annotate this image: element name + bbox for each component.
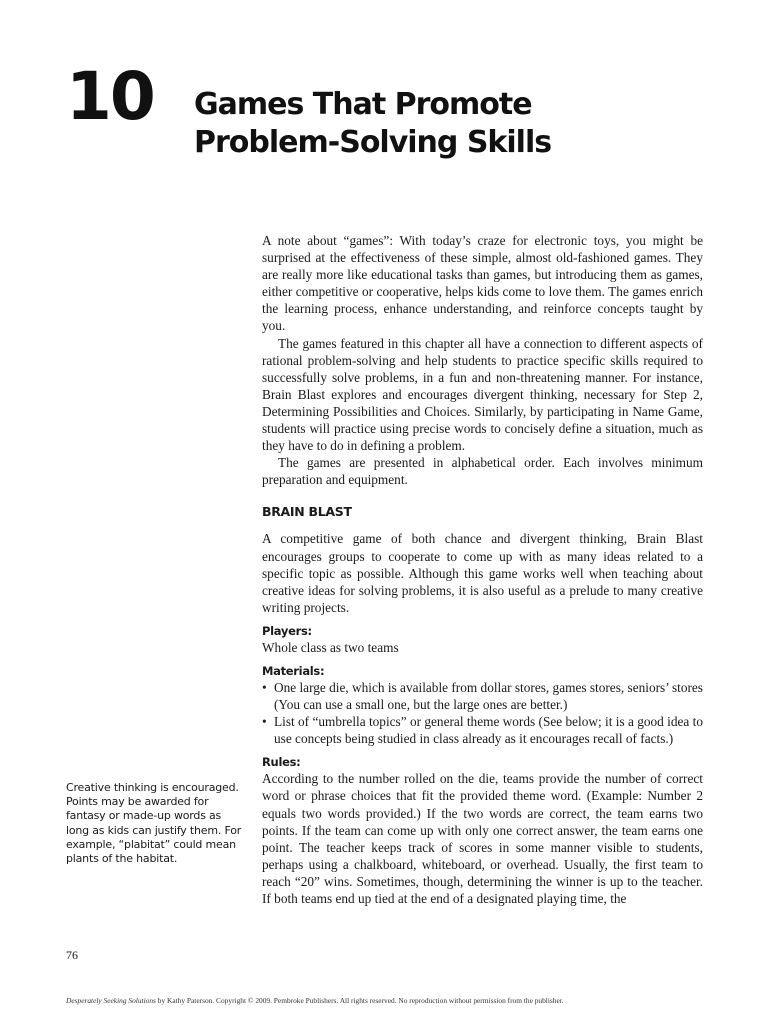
- brain-blast-description: A competitive game of both chance and divergent thinking, Brain Blast encourages groups to cooperate to come up with as many ideas related to a specific topic as possible. Although this game works well when teaching about creative ideas for solving problems, it is also useful as a prelude to many creative writing projects.: [262, 531, 703, 615]
- chapter-title-line-2: Problem-Solving Skills: [194, 125, 552, 160]
- main-column: [262, 232, 703, 907]
- footer-copyright-text: by Kathy Paterson. Copyright © 2009. Pembroke Publishers. All rights reserved. No reproduction without permission from the publisher.: [155, 996, 564, 1005]
- players-label: Players:: [262, 623, 312, 638]
- rules-label: Rules:: [262, 755, 301, 770]
- page-number: 76: [66, 948, 78, 962]
- players-text: Whole class as two teams: [262, 639, 399, 655]
- materials-list: [262, 679, 703, 747]
- materials-item-text: List of “umbrella topics” or general theme words (See below; it is a good idea to use concepts being studied in class already as it encourages recall of facts.): [274, 714, 703, 747]
- intro-paragraph-2: The games featured in this chapter all have a connection to different aspects of rational problem-solving and help students to practice specific skills required to successfully solve problems, in a fun and non-threatening manner. For instance, Brain Blast explores and encourages divergent thinking, necessary for Step 2, Determining Possibilities and Choices. Similarly, by participating in Name Game, students will practice using precise words to concisely define a situation, much as they have to do in defining a problem.: [262, 335, 703, 454]
- section-heading-brain-blast: BRAIN BLAST: [262, 504, 352, 520]
- footer-book-title: Desperately Seeking Solutions: [66, 996, 156, 1005]
- intro-paragraph-3: The games are presented in alphabetical order. Each involves minimum preparation and equipment.: [262, 455, 703, 488]
- materials-item-text: One large die, which is available from dollar stores, games stores, seniors’ stores (You can use a small one, but the large ones are better.): [274, 679, 703, 713]
- intro-paragraph-1: A note about “games”: With today’s craze for electronic toys, you might be surprised at the effectiveness of these simple, almost old-fashioned games. They are really more like educational tasks than games, but introducing them as games, either competitive or cooperative, helps kids come to love them. The games enrich the learning process, enhance understanding, and reinforce concepts taught by you.: [262, 233, 703, 334]
- materials-item: [262, 679, 703, 713]
- margin-note: Creative thinking is encouraged. Points may be awarded for fantasy or made-up words as long as kids can justify them. For example, “plabitat” could mean plants of the habitat.: [66, 781, 242, 866]
- materials-item: [262, 713, 703, 747]
- chapter-title-line-1: Games That Promote: [194, 87, 532, 122]
- rules-text: According to the number rolled on the die, teams provide the number of correct word or phrase choices that fit the provided theme word. (Example: Number 2 equals two words provided.) If the two words are correct, the team earns two points. If the team can come up with only one correct answer, the team earns one point. The teacher keeps track of scores in some manner visible to students, perhaps using a chalkboard, whiteboard, or overhead. Usually, the first team to reach “20” wins. Sometimes, though, determining the winner is up to the teacher. If both teams end up tied at the end of a designated playing time, the: [262, 771, 703, 906]
- bullet-marker: •: [262, 679, 267, 695]
- bullet-marker: •: [262, 714, 267, 730]
- copyright-footer: [66, 996, 706, 1005]
- materials-label: Materials:: [262, 663, 325, 678]
- chapter-number: 10: [66, 58, 154, 135]
- chapter-title: [194, 86, 674, 162]
